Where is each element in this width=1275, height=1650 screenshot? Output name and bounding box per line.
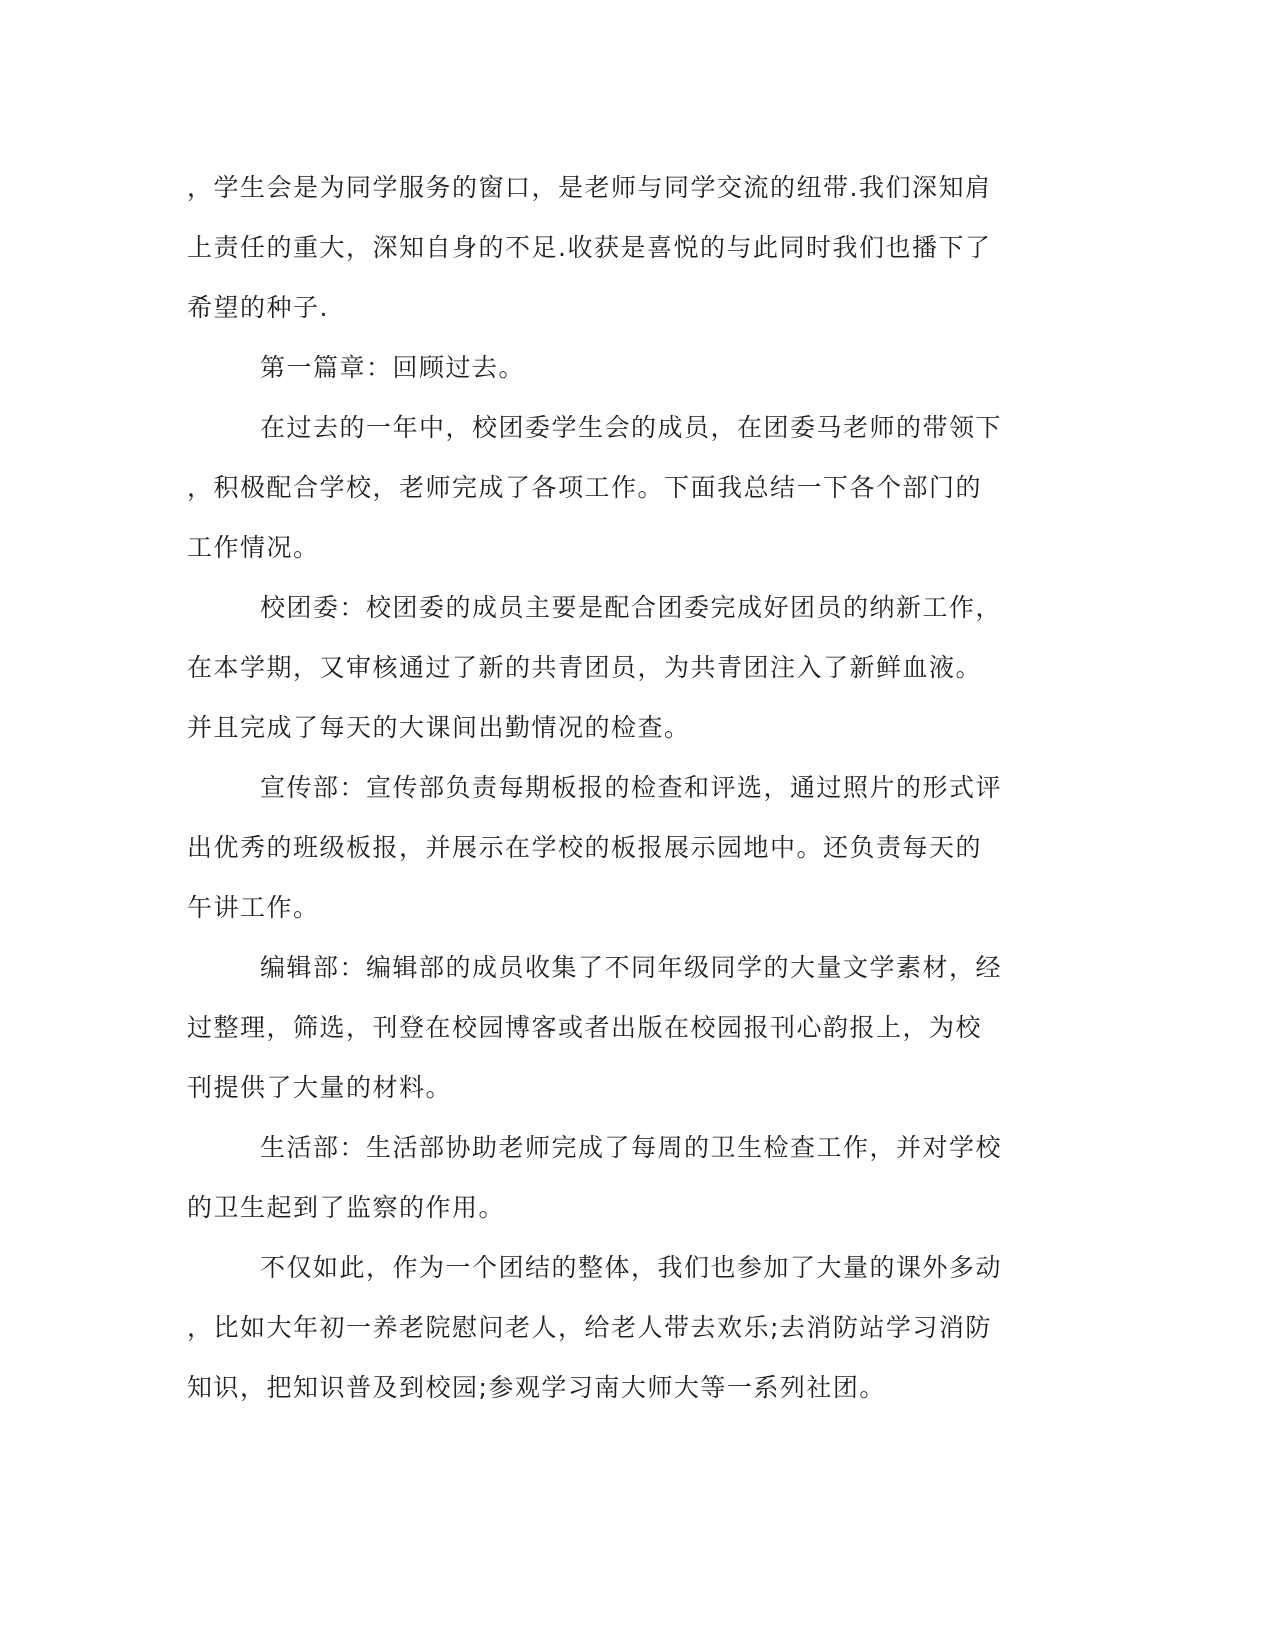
paragraph-league-committee	[187, 578, 1067, 758]
text-line: 刊提供了大量的材料。	[187, 1073, 453, 1102]
text-line: ，学生会是为同学服务的窗口，是老师与同学交流的纽带.我们深知肩	[187, 173, 992, 202]
text-line: 的卫生起到了监察的作用。	[187, 1193, 506, 1222]
paragraph-editorial-dept	[187, 938, 1067, 1118]
paragraph-overview	[187, 398, 1067, 578]
text-line: 编辑部：编辑部的成员收集了不同年级同学的大量文学素材，经	[260, 953, 1003, 982]
paragraph-publicity-dept	[187, 758, 1067, 938]
paragraph-life-dept	[187, 1118, 1067, 1238]
text-line: 不仅如此，作为一个团结的整体，我们也参加了大量的课外多动	[260, 1253, 1003, 1282]
paragraph-extracurricular	[187, 1238, 1067, 1418]
text-line: ，比如大年初一养老院慰问老人，给老人带去欢乐;去消防站学习消防	[187, 1313, 992, 1342]
text-line: 出优秀的班级板报，并展示在学校的板报展示园地中。还负责每天的	[187, 833, 983, 862]
text-line: 工作情况。	[187, 533, 320, 562]
document-body	[187, 158, 1067, 1418]
text-line: 午讲工作。	[187, 893, 320, 922]
text-line: 宣传部：宣传部负责每期板报的检查和评选，通过照片的形式评	[260, 773, 1003, 802]
paragraph-intro-continued	[187, 158, 1067, 338]
text-line: ，积极配合学校，老师完成了各项工作。下面我总结一下各个部门的	[187, 473, 983, 502]
text-line: 希望的种子.	[187, 293, 329, 322]
text-line: 上责任的重大，深知自身的不足.收获是喜悦的与此同时我们也播下了	[187, 233, 992, 262]
text-line: 生活部：生活部协助老师完成了每周的卫生检查工作，并对学校	[260, 1133, 1003, 1162]
text-line: 在本学期，又审核通过了新的共青团员，为共青团注入了新鲜血液。	[187, 653, 983, 682]
text-line: 知识，把知识普及到校园;参观学习南大师大等一系列社团。	[187, 1373, 886, 1402]
text-line: 并且完成了每天的大课间出勤情况的检查。	[187, 713, 691, 742]
text-line: 在过去的一年中，校团委学生会的成员，在团委马老师的带领下	[260, 413, 1003, 442]
text-line: 第一篇章：回顾过去。	[260, 353, 526, 382]
text-line: 过整理，筛选，刊登在校园博客或者出版在校园报刊心韵报上，为校	[187, 1013, 983, 1042]
chapter-heading	[187, 338, 1067, 398]
text-line: 校团委：校团委的成员主要是配合团委完成好团员的纳新工作，	[260, 593, 1003, 622]
